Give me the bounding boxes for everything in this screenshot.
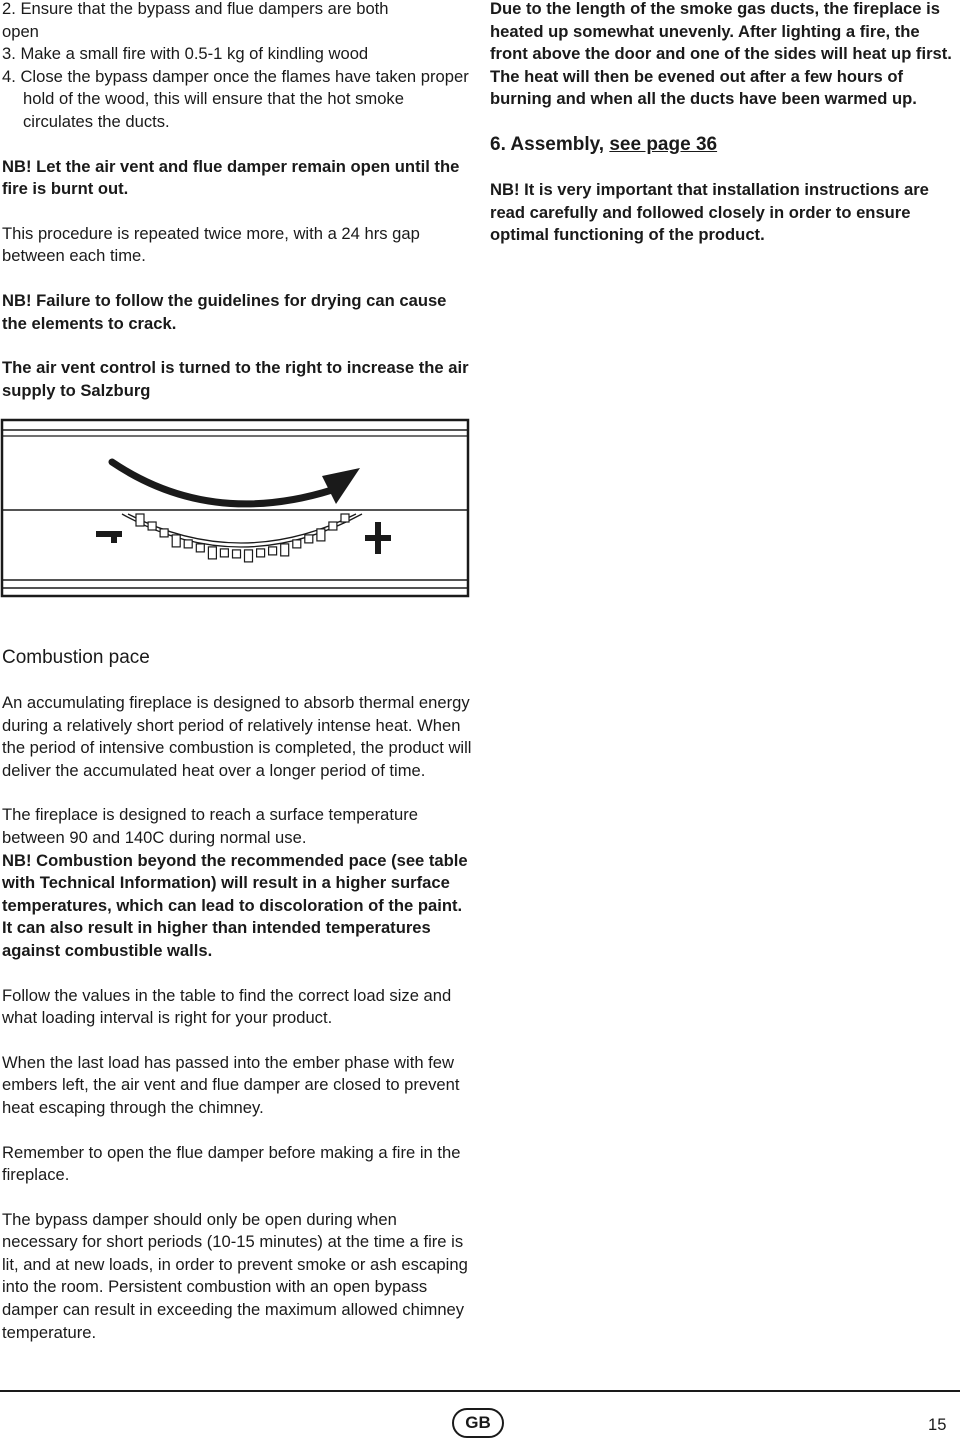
step-3: 3. Make a small fire with 0.5-1 kg of kindling wood <box>2 44 369 64</box>
nb-crack-text: Failure to follow the guidelines for drying can cause the elements to crack. <box>2 290 447 333</box>
assembly-heading <box>490 133 955 157</box>
scale-tick <box>208 547 216 559</box>
nb-drying-note <box>2 156 472 201</box>
combustion-para-3: Follow the values in the table to find the correct load size and what loading interval is right for your product. <box>2 985 452 1028</box>
air-vent-caption: The air vent control is turned to the right to increase the air supply to Salzburg <box>2 358 469 400</box>
plus-sign-vertical <box>375 522 381 554</box>
scale-tick <box>269 547 277 555</box>
air-vent-diagram-svg <box>0 418 470 598</box>
scale-tick <box>281 544 289 556</box>
scale-tick <box>184 540 192 548</box>
scale-tick <box>220 549 228 557</box>
combustion-para-5: Remember to open the flue damper before making a fire in the fireplace. <box>2 1142 461 1185</box>
page-number: 15 <box>928 1415 947 1434</box>
assembly-heading-text: 6. Assembly, <box>490 133 610 155</box>
scale-tick <box>245 550 253 562</box>
nb-label: NB! <box>2 290 32 310</box>
nb-installation-note <box>490 179 955 247</box>
scale-tick <box>341 514 349 522</box>
scale-tick <box>160 529 168 537</box>
minus-sign <box>96 531 122 537</box>
nb-label: NB! <box>2 156 32 176</box>
scale-tick <box>136 514 144 526</box>
nb-drying-text: Let the air vent and flue damper remain open until the fire is burnt out. <box>2 156 460 199</box>
nb-installation-text: It is very important that installation instructions are read carefully and followed closely in order to ensure optimal functioning of the product. <box>490 179 929 245</box>
diagram-frame <box>2 420 468 596</box>
nb-combustion-warning: NB! Combustion beyond the recommended pace (see table with Technical Information) will result in a higher surface temperatures, which can lead to discoloration of the paint. It can also result in higher than intended temperatures against combustible walls. <box>2 850 468 960</box>
combustion-para-4: When the last load has passed into the ember phase with few embers left, the air vent and flue damper are closed to prevent heat escaping through the chimney. <box>2 1052 460 1117</box>
combustion-pace-heading: Combustion pace <box>2 647 150 668</box>
scale-tick <box>148 522 156 530</box>
combustion-para-2: The fireplace is designed to reach a surface temperature between 90 and 140C during normal use. <box>2 805 418 847</box>
language-badge: GB <box>452 1408 504 1438</box>
scale-tick <box>172 535 180 547</box>
scale-tick <box>305 535 313 543</box>
nb-crack-warning <box>2 290 472 335</box>
combustion-pace-section <box>2 646 472 1344</box>
step-2-line-1: 2. Ensure that the bypass and flue dampers are both <box>2 0 389 18</box>
assembly-page-link[interactable]: see page 36 <box>609 133 718 155</box>
scale-tick <box>293 540 301 548</box>
footer-rule <box>0 1390 960 1392</box>
scale-tick <box>317 529 325 541</box>
minus-sign-foot <box>111 536 117 543</box>
air-vent-control-diagram <box>0 418 470 598</box>
scale-tick <box>329 522 337 530</box>
combustion-para-1: An accumulating fireplace is designed to absorb thermal energy during a relatively short period of relatively intense heat. When the period of intensive combustion is completed, the product will deliver the accumulated heat over a longer period of time. <box>2 693 472 780</box>
ducts-heating-text: Due to the length of the smoke gas ducts, the fireplace is heated up somewhat unevenly. After lighting a fire, the front above the door and one of the sides will heat up first. The heat will then be evened out after a few hours of burning and when all the ducts have been warmed up. <box>490 0 952 109</box>
step-4: 4. Close the bypass damper once the flames have taken proper hold of the wood, this will ensure that the hot smoke circulates the ducts. <box>2 66 469 131</box>
left-column-top <box>2 0 472 402</box>
nb-label: NB! <box>490 179 520 199</box>
combustion-para-6: The bypass damper should only be open during when necessary for short periods (10-15 minutes) at the time a fire is lit, and at new loads, in order to prevent smoke or ash escaping into the room. Persistent combustion with an open bypass damper can result in exceeding the maximum allowed chimney temperature. <box>2 1209 468 1342</box>
scale-tick <box>233 550 241 558</box>
repeat-procedure-text: This procedure is repeated twice more, with a 24 hrs gap between each time. <box>2 223 420 266</box>
step-2-line-2: open <box>2 21 39 41</box>
scale-tick <box>257 549 265 557</box>
scale-tick <box>196 544 204 552</box>
right-column-top <box>490 0 955 247</box>
